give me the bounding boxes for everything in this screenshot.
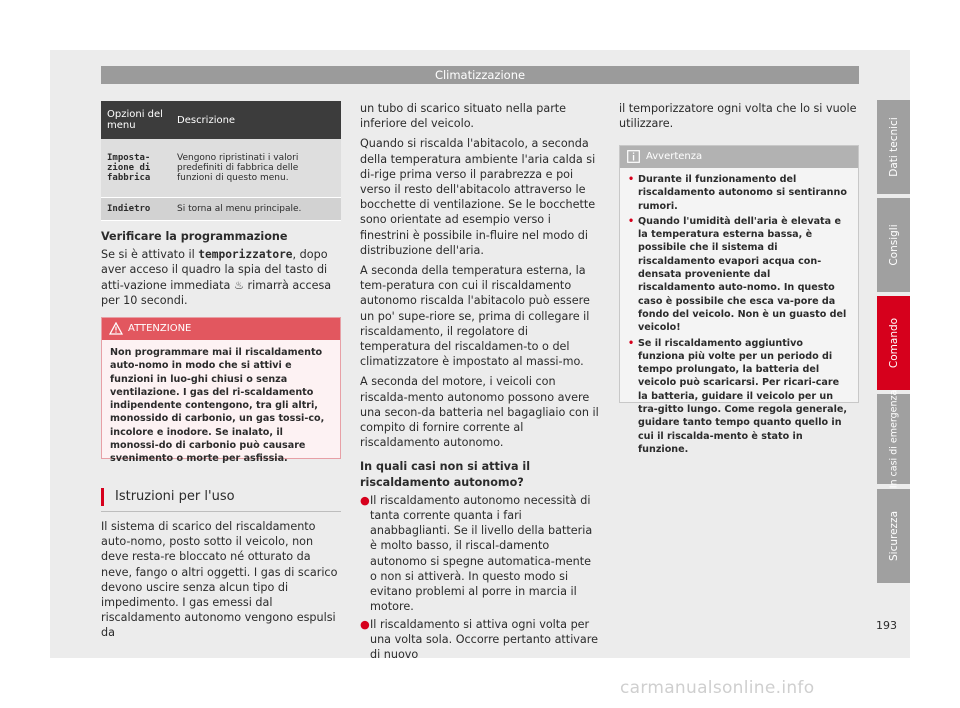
- warning-triangle-icon: [109, 322, 123, 335]
- verify-heading: Verificare la programmazione: [101, 230, 288, 243]
- list-item: [628, 337, 850, 457]
- section-title: Istruzioni per l'uso: [115, 489, 235, 504]
- bullet-icon: ●: [360, 617, 370, 631]
- usage-section: [101, 519, 341, 646]
- text-run: Se si è attivato il: [101, 248, 199, 262]
- column-3: [619, 101, 859, 136]
- note-body: [620, 168, 858, 463]
- table-row: [101, 139, 341, 197]
- verify-text: [101, 247, 341, 308]
- list-item-text: Se il riscaldamento aggiuntivo funziona più volte per un periodo di tempo prolungato, la batteria del veicolo può scaricarsi. Per ricari-care la batteria, guidare il veicolo per un tra-gitto lungo. Come regola generale, guidare tanto tempo quanto quello in cui il riscalda-mento è stato in funzione.: [638, 337, 848, 455]
- note-header: [620, 146, 858, 168]
- accent-bar: [101, 488, 104, 506]
- tab-comando[interactable]: [877, 296, 910, 390]
- usage-text: Il sistema di scarico del riscaldamento auto-nomo, posto sotto il veicolo, non deve resta-re bloccato né otturato da neve, fango o altri oggetti. I gas di scarico devono uscire senza alcun tipo di impedimento. I gas emessi dal riscaldamento autonomo vengono espulsi da: [101, 520, 338, 640]
- question-heading: In quali casi non si attiva il riscaldamento autonomo?: [360, 460, 531, 489]
- column-2: [360, 101, 601, 662]
- tab-dati-tecnici[interactable]: [877, 100, 910, 194]
- heater-icon: ♨: [233, 278, 244, 292]
- text-run: , dopo aver acceso il quadro la spia del tasto di atti-vazione immediata: [101, 248, 328, 292]
- paragraph: Quando si riscalda l'abitacolo, a seconda della temperatura ambiente l'aria calda si di-rige prima verso il parabrezza e poi verso il resto dell'abitacolo attraverso le bocchette di ventilazione. Se le bocchette sono orientate ad esempio verso i finestrini è possibile in-fluire nel modo di distribuzione dell'aria.: [360, 137, 596, 257]
- bullet-icon: •: [628, 337, 635, 349]
- bullet-icon: •: [628, 215, 635, 227]
- list-item: [360, 617, 601, 663]
- tab-label: Dati tecnici: [887, 117, 900, 177]
- paragraph: un tubo di scarico situato nella parte inferiore del veicolo.: [360, 102, 567, 131]
- warning-box: [101, 317, 341, 465]
- info-icon: [627, 150, 640, 163]
- menu-options-table: [101, 101, 341, 221]
- text-run: rimarrà accesa per 10 secondi.: [101, 278, 332, 307]
- list-item-text: Il riscaldamento si attiva ogni volta per una volta sola. Occorre pertanto attivare di nuovo: [370, 617, 599, 661]
- tab-label: Consigli: [887, 224, 900, 266]
- tab-label: Sicurezza: [887, 510, 900, 562]
- table-cell-option: Imposta-zione di fabbrica: [101, 139, 171, 197]
- tab-consigli[interactable]: [877, 198, 910, 292]
- table-row: [101, 197, 341, 220]
- list-item: [360, 493, 601, 615]
- list-item-text: Il riscaldamento autonomo necessità di tanta corrente quanta i fari anabbaglianti. Se il livello della batteria è molto basso, il riscal-damento autonomo si spegne automatica-mente o non si attiverà. In questo modo si evitano problemi al porre in marcia il motore.: [370, 493, 593, 614]
- tab-label: Comando: [887, 317, 900, 369]
- bullet-icon: ●: [360, 493, 370, 507]
- table-cell-option: Indietro: [101, 197, 171, 220]
- paragraph: A seconda del motore, i veicoli con riscalda-mento autonomo possono avere una secon-da batteria nel bagagliaio con il compito di fornire corrente al riscaldamento autonomo.: [360, 375, 599, 450]
- section-heading: [101, 488, 341, 512]
- tab-in-casi-di-emergenza[interactable]: [877, 389, 910, 489]
- bullet-icon: •: [628, 174, 635, 185]
- warning-header: [102, 318, 340, 340]
- page-header: Climatizzazione: [101, 66, 859, 84]
- paragraph: il temporizzatore ogni volta che lo si vuole utilizzare.: [619, 102, 857, 131]
- page-number: 193: [876, 619, 897, 632]
- tab-label: In casi di emergenza: [888, 389, 899, 489]
- warning-title: ATTENZIONE: [128, 323, 192, 334]
- list-item-text: Durante il funzionamento del riscaldamento autonomo si sentiranno rumori.: [638, 174, 847, 212]
- verify-section: [101, 229, 341, 313]
- watermark: carmanualsonline.info: [620, 678, 815, 698]
- note-box: [619, 145, 859, 455]
- warning-text: Non programmare mai il riscaldamento auto-nomo in modo che si attivi e funzioni in luo-ghi chiusi o senza ventilazione. I gas del ri-scaldamento indipendente contengono, tra gli altri, monossido di carbonio, un gas tossi-co, incolore e inodore. Se inalato, il monossi-do di carbonio può causare svenimento o morte per asfissia.: [110, 347, 325, 465]
- timer-keyword: temporizzatore: [198, 248, 293, 262]
- table-cell-description: Si torna al menu principale.: [171, 197, 341, 220]
- paragraph: A seconda della temperatura esterna, la tem-peratura con cui il riscaldamento autonomo riscalda l'abitacolo può essere un po' supe-riore se, prima di collegare il riscaldamento, il regolatore di temperatura del riscaldamen-to o del climatizzatore è impostato al massi-mo.: [360, 264, 590, 369]
- list-item: [628, 173, 850, 213]
- tab-sicurezza[interactable]: [877, 489, 910, 583]
- note-title: Avvertenza: [646, 151, 703, 162]
- table-cell-description: Vengono ripristinati i valori predefiniti di fabbrica delle funzioni di questo menu.: [171, 139, 341, 197]
- table-header-description: Descrizione: [171, 101, 341, 139]
- list-item-text: Quando l'umidità dell'aria è elevata e la temperatura esterna bassa, è possibile che il sistema di riscaldamento evapori acqua con-densata proveniente dal riscaldamento auto-nomo. In questo caso è possibile che esca va-pore da fondo del veicolo. Non è un guasto del veicolo!: [638, 215, 847, 334]
- table-header-option: Opzioni del menu: [101, 101, 171, 139]
- list-item: [628, 215, 850, 335]
